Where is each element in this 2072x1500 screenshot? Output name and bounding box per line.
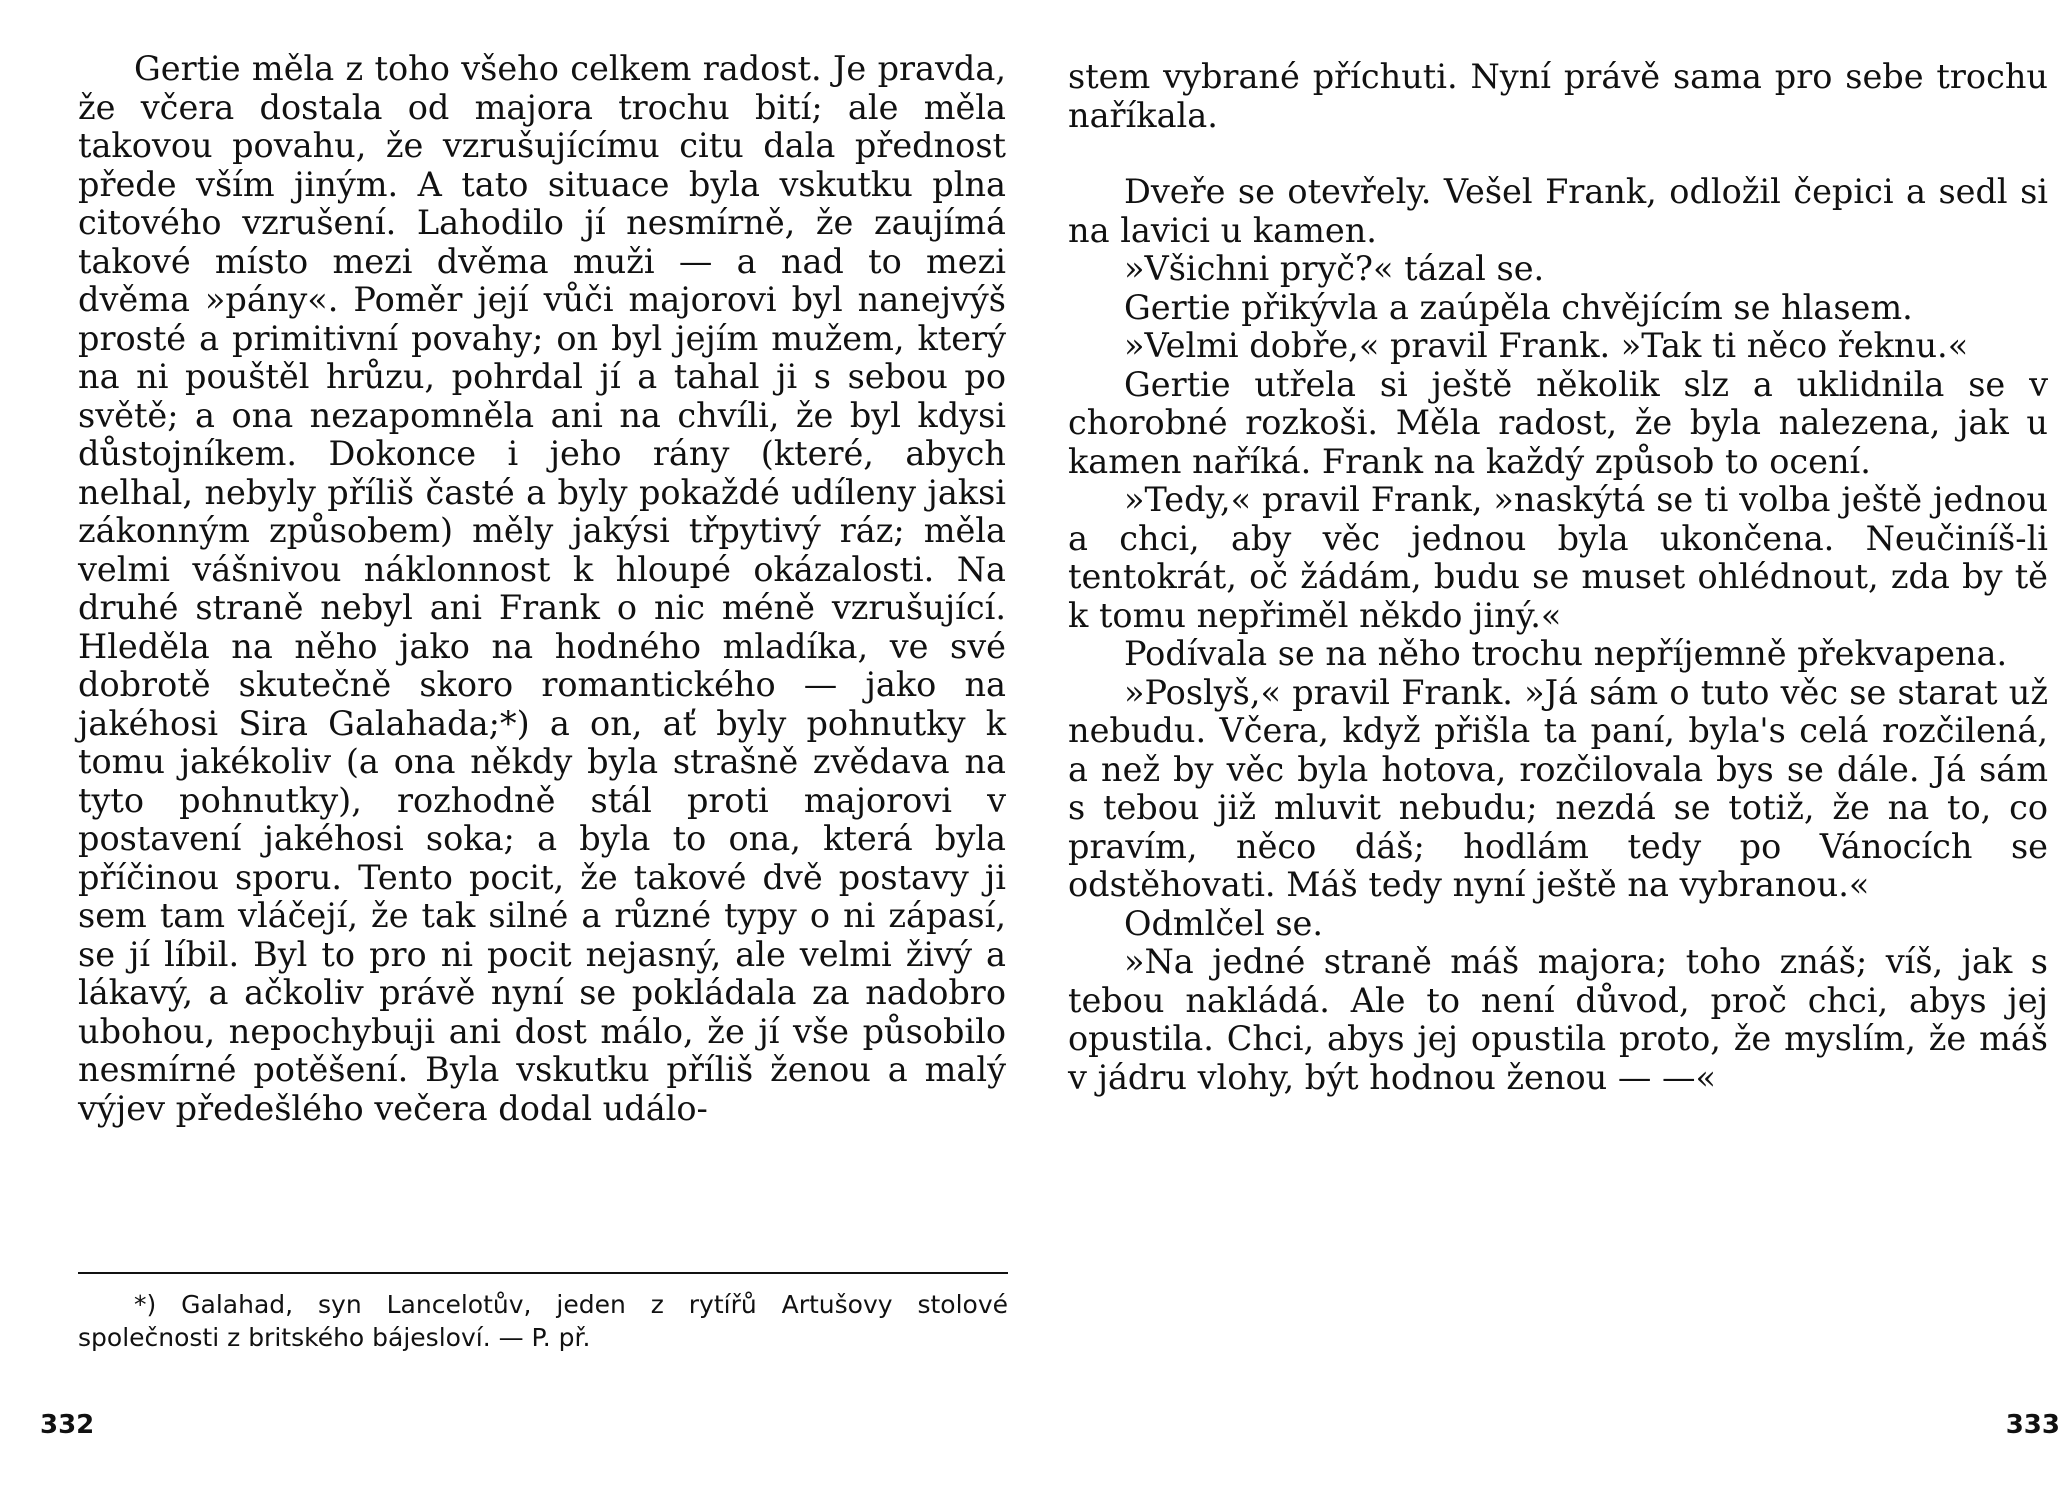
paragraph: »Na jedné straně máš majora; toho znáš; víš, jak s tebou nakládá. Ale to není důvod, proč chci, abys jej opustila. Chci, abys jej opustila proto, že myslím, že máš v jádru vlohy, být hodnou ženou — —«	[1068, 942, 2048, 1097]
paragraph: Gertie měla z toho všeho celkem radost. Je pravda, že včera dostala od majora trochu bití; ale měla takovou povahu, že vzrušujícímu citu dala přednost přede vším jiným. A tato situace byla vskutku plna citového vzrušení. Lahodilo jí nesmírně, že zaujímá takové místo mezi dvěma muži — a nad to mezi dvěma »pány«. Poměr její vůči majorovi byl nanejvýš prosté a primitivní povahy; on byl jejím mužem, který na ni pouštěl hrůzu, pohrdal jí a tahal ji s sebou po světě; a ona nezapomněla ani na chvíli, že byl kdysi důstojníkem. Dokonce i jeho rány (které, abych nelhal, nebyly příliš časté a byly pokaždé udíleny jaksi zákonným způsobem) měly jakýsi třpytivý ráz; měla velmi vášnivou náklonnost k hloupé okázalosti. Na druhé straně nebyl ani Frank o nic méně vzrušující. Hleděla na něho jako na hodného mladíka, ve své dobrotě skutečně skoro romantického — jako na jakéhosi Sira Galahada;*) a on, ať byly pohnutky k tomu jakékoliv (a ona někdy byla strašně zvědava na tyto pohnutky), rozhodně stál proti majorovi v postavení jakéhosi soka; a byla to ona, která byla příčinou sporu. Tento pocit, že takové dvě postavy ji sem tam vláčejí, že tak silné a různé typy o ni zápasí, se jí líbil. Byl to pro ni pocit nejasný, ale velmi živý a lákavý, a ačkoliv právě nyní se pokládala za nadobro ubohou, nepochybuji ani dost málo, že jí vše působilo nesmírné potěšení. Byla vskutku příliš ženou a malý výjev předešlého večera dodal událo-	[78, 49, 1006, 1128]
paragraph: »Poslyš,« pravil Frank. »Já sám o tuto věc se starat už nebudu. Včera, když přišla ta paní, byla's celá rozčilená, a než by věc byla hotova, rozčilovala bys se dále. Já sám s tebou již mluvit nebudu; nezdá se totiž, že na to, co pravím, něco dáš; hodlám tedy po Vánocích se odstěhovati. Máš tedy nyní ještě na vybranou.«	[1068, 672, 2048, 904]
paragraph: Podívala se na něho trochu nepříjemně překvapena.	[1124, 634, 2008, 673]
left-page-text	[78, 50, 1006, 1128]
page-number-left: 332	[40, 1410, 95, 1440]
paragraph: stem vybrané příchuti. Nyní právě sama pro sebe trochu naříkala.	[1068, 57, 2048, 135]
page-number-right: 333	[2005, 1410, 2060, 1440]
right-page	[1036, 0, 2072, 1500]
paragraph: Dveře se otevřely. Vešel Frank, odložil čepici a sedl si na lavici u kamen.	[1068, 172, 2048, 250]
paragraph: »Všichni pryč?« tázal se.	[1124, 249, 1545, 288]
paragraph: »Velmi dobře,« pravil Frank. »Tak ti něco řeknu.«	[1124, 326, 1969, 365]
footnote: *) Galahad, syn Lancelotův, jeden z rytířů Artušovy stolové společnosti z britského bájesloví. — P. př.	[78, 1290, 1008, 1352]
footnote-divider	[78, 1272, 1008, 1274]
paragraph: Odmlčel se.	[1124, 903, 1324, 943]
paragraph: »Tedy,« pravil Frank, »naskýtá se ti volba ještě jednou a chci, aby věc jednou byla ukončena. Neučiníš-li tentokrát, oč žádám, budu se muset ohlédnout, zda by tě k tomu nepřiměl někdo jiný.«	[1068, 480, 2048, 635]
paragraph: Gertie utřela si ještě několik slz a uklidnila se v chorobné rozkoši. Měla radost, že byla nalezena, jak u kamen naříká. Frank na každý způsob to ocení.	[1068, 364, 2048, 481]
right-page-text	[1068, 58, 2048, 1097]
paragraph: Gertie přikývla a zaúpěla chvějícím se hlasem.	[1124, 287, 1913, 327]
